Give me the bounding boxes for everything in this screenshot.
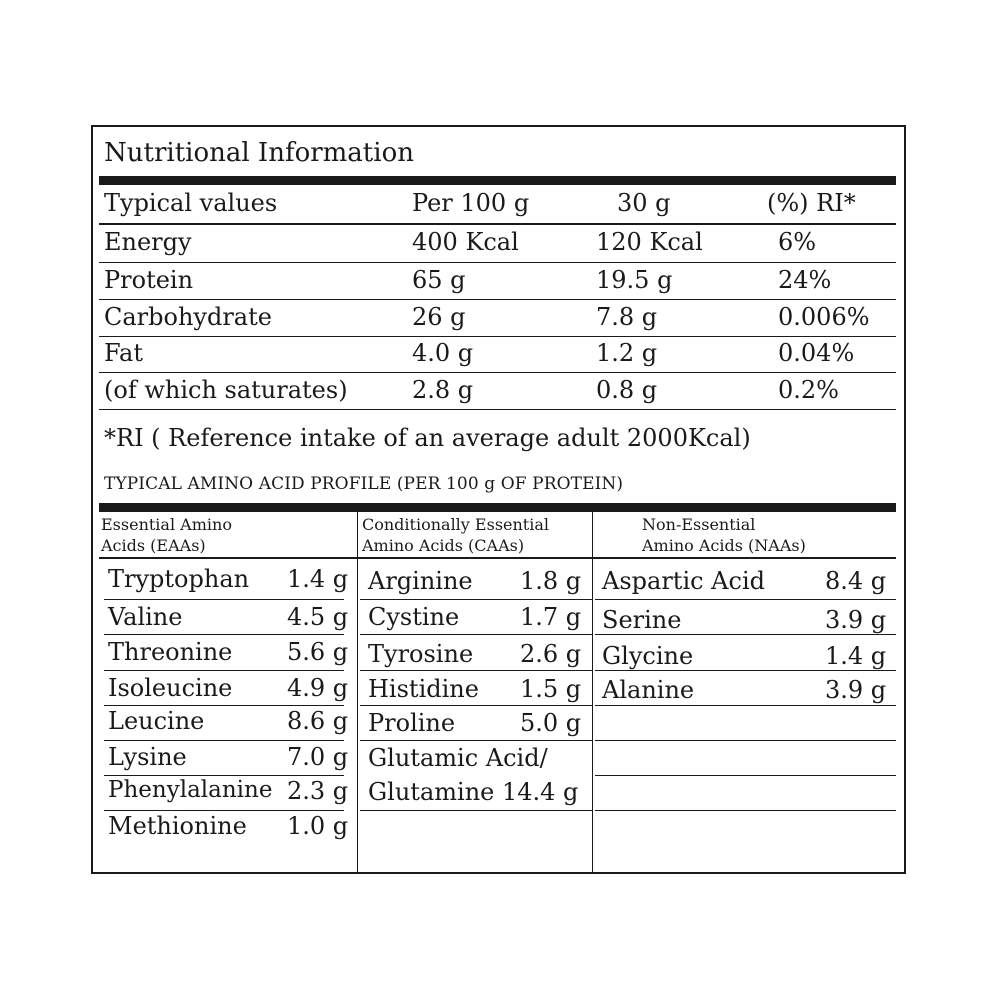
amino-name: Phenylalanine [108, 777, 273, 803]
amino-profile-title: TYPICAL AMINO ACID PROFILE (PER 100 g OF PROTEIN) [104, 474, 624, 494]
nutrient-ri: 0.04% [778, 339, 855, 367]
caa-row-rule [360, 740, 592, 741]
nutrient-ri: 6% [778, 228, 817, 256]
amino-amount: 1.0 g [287, 812, 349, 840]
nutrient-per-30g: 120 Kcal [596, 228, 703, 256]
caa-header-line: Amino Acids (CAAs) [362, 536, 525, 555]
eaa-row-rule [104, 599, 344, 600]
amino-amount: 2.6 g [520, 640, 582, 668]
amino-amount: 7.0 g [287, 743, 349, 771]
nutrient-per-30g: 19.5 g [596, 266, 673, 294]
amino-name: Tyrosine [368, 640, 474, 668]
naa-row-rule [595, 775, 896, 776]
ri-footnote: *RI ( Reference intake of an average adult 2000Kcal) [104, 424, 751, 452]
col-header-30g: 30 g [617, 189, 671, 217]
amino-name: Serine [602, 606, 682, 634]
amino-header-rule [99, 557, 896, 559]
nutrient-ri: 0.2% [778, 376, 839, 404]
col-header-per-100g: Per 100 g [412, 189, 530, 217]
row-rule [99, 409, 896, 410]
eaa-row-rule [104, 775, 344, 776]
eaa-row-rule [104, 634, 344, 635]
nutrient-name: (of which saturates) [104, 376, 348, 404]
amino-name: Threonine [108, 638, 233, 666]
naa-row-rule [595, 740, 896, 741]
nutrient-name: Fat [104, 339, 143, 367]
amino-name: Methionine [108, 812, 247, 840]
amino-amount: 2.3 g [287, 777, 349, 805]
amino-name: Alanine [602, 676, 695, 704]
naa-header-line: Non-Essential [642, 515, 756, 534]
caa-header [362, 514, 549, 556]
amino-amount: 4.5 g [287, 603, 349, 631]
nutrient-per-100g: 400 Kcal [412, 228, 519, 256]
panel-title: Nutritional Information [104, 138, 414, 168]
caa-row-rule [360, 670, 592, 671]
row-rule [99, 299, 896, 300]
eaa-header-line: Acids (EAAs) [101, 536, 206, 555]
amino-amount: 8.6 g [287, 707, 349, 735]
nutrient-ri: 24% [778, 266, 832, 294]
nutrient-per-30g: 1.2 g [596, 339, 658, 367]
amino-name: Glutamic Acid/ [368, 744, 548, 772]
amino-amount: 3.9 g [825, 676, 887, 704]
caa-row-rule [360, 705, 592, 706]
naa-row-rule [595, 670, 896, 671]
amino-amount: 1.8 g [520, 567, 582, 595]
amino-name: Tryptophan [108, 565, 250, 593]
naa-header [642, 514, 806, 556]
column-divider [357, 512, 358, 872]
amino-name: Isoleucine [108, 674, 233, 702]
amino-rule [99, 503, 896, 512]
nutrient-name: Protein [104, 266, 194, 294]
eaa-row-rule [104, 705, 344, 706]
amino-amount: 5.6 g [287, 638, 349, 666]
nutrient-per-100g: 4.0 g [412, 339, 474, 367]
amino-name: Glutamine 14.4 g [368, 778, 579, 806]
column-divider [592, 512, 593, 872]
nutrient-name: Carbohydrate [104, 303, 272, 331]
caa-header-line: Conditionally Essential [362, 515, 549, 534]
amino-amount: 1.5 g [520, 675, 582, 703]
eaa-row-rule [104, 810, 344, 811]
amino-name: Cystine [368, 603, 460, 631]
amino-name: Valine [108, 603, 183, 631]
naa-row-rule [595, 634, 896, 635]
eaa-row-rule [104, 740, 344, 741]
col-header-typical-values: Typical values [104, 189, 278, 217]
amino-amount: 3.9 g [825, 606, 887, 634]
naa-row-rule [595, 599, 896, 600]
amino-amount: 8.4 g [825, 567, 887, 595]
nutrient-per-100g: 26 g [412, 303, 466, 331]
header-rule [99, 223, 896, 225]
amino-amount: 1.4 g [825, 642, 887, 670]
amino-name: Arginine [368, 567, 473, 595]
eaa-header [101, 514, 232, 556]
amino-name: Leucine [108, 707, 205, 735]
amino-amount: 4.9 g [287, 674, 349, 702]
amino-name: Glycine [602, 642, 694, 670]
nutrient-per-100g: 2.8 g [412, 376, 474, 404]
nutrient-per-30g: 7.8 g [596, 303, 658, 331]
title-rule [99, 176, 896, 185]
row-rule [99, 372, 896, 373]
row-rule [99, 262, 896, 263]
nutrient-per-100g: 65 g [412, 266, 466, 294]
amino-name: Lysine [108, 743, 187, 771]
col-header-ri: (%) RI* [767, 189, 856, 217]
nutrient-per-30g: 0.8 g [596, 376, 658, 404]
eaa-row-rule [104, 670, 344, 671]
naa-header-line: Amino Acids (NAAs) [642, 536, 806, 555]
amino-name: Histidine [368, 675, 479, 703]
naa-row-rule [595, 810, 896, 811]
nutrient-ri: 0.006% [778, 303, 870, 331]
nutrient-name: Energy [104, 228, 192, 256]
amino-amount: 1.7 g [520, 603, 582, 631]
row-rule [99, 336, 896, 337]
caa-row-rule [360, 810, 592, 811]
caa-row-rule [360, 634, 592, 635]
caa-row-rule [360, 599, 592, 600]
amino-name: Proline [368, 709, 456, 737]
naa-row-rule [595, 705, 896, 706]
amino-amount: 1.4 g [287, 565, 349, 593]
amino-amount: 5.0 g [520, 709, 582, 737]
eaa-header-line: Essential Amino [101, 515, 232, 534]
amino-name: Aspartic Acid [602, 567, 765, 595]
